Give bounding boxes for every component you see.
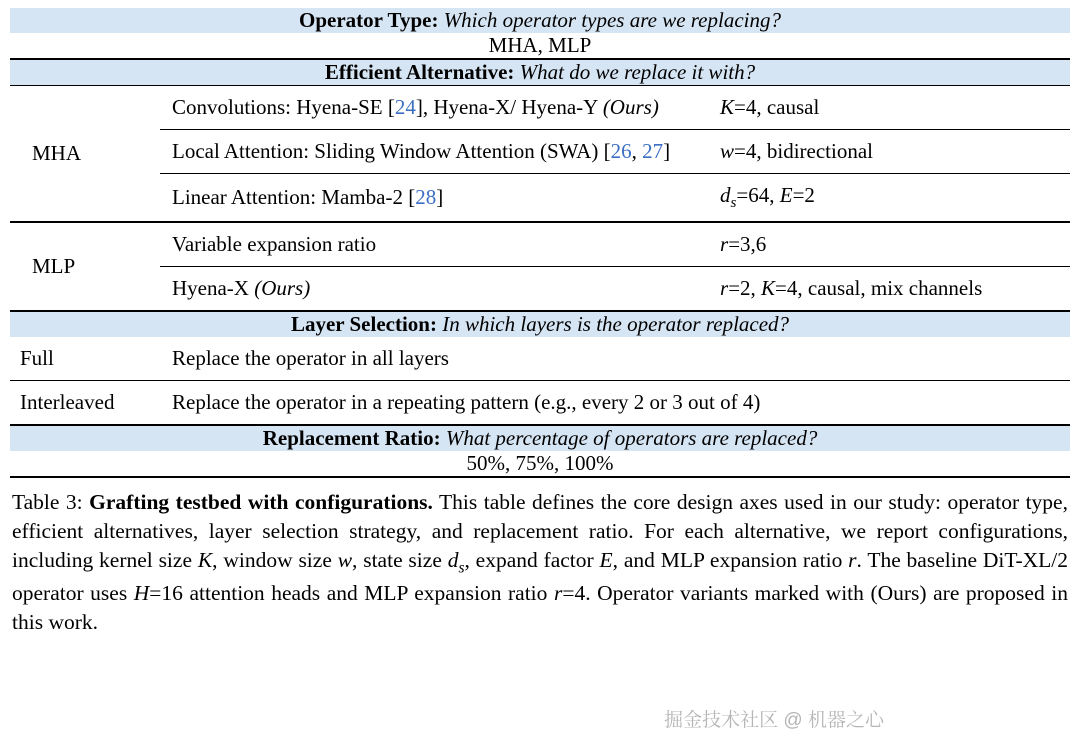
caption-body-3: , state size bbox=[352, 547, 448, 572]
alternative-config bbox=[720, 174, 1070, 223]
caption-body-1: This table defines the core design axes used in our study: operator type, efficient alternatives, layer selection strategy, and replacement ratio. For each alternative, we report configurations, including kernel size bbox=[12, 490, 1068, 572]
caption-var-h: H bbox=[133, 580, 150, 605]
config-value: =4, causal bbox=[734, 95, 820, 119]
alt-name-text: Local Attention: Sliding Window Attention (SWA) [ bbox=[172, 139, 611, 163]
caption-body-6: . The baseline DiT-XL/2 operator uses bbox=[12, 547, 1069, 605]
layer-strategy-name: Interleaved bbox=[10, 381, 160, 426]
replacement-ratio-value: 50%, 75%, 100% bbox=[10, 451, 1070, 477]
table-row bbox=[10, 267, 1070, 312]
table-row bbox=[10, 86, 1070, 130]
alternative-name bbox=[160, 222, 720, 267]
alternative-config bbox=[720, 267, 1070, 312]
group-label-mha: MHA bbox=[10, 86, 160, 223]
table-row bbox=[10, 337, 1070, 381]
config-variable-subscript: s bbox=[730, 195, 737, 212]
alternative-name bbox=[160, 86, 720, 130]
config-variable-2: K bbox=[761, 276, 776, 301]
caption-body-8: =4. Operator variants marked with (Ours) are proposed in this work. bbox=[12, 580, 1068, 634]
operator-type-value-row bbox=[10, 33, 1070, 59]
config-variable: r bbox=[720, 232, 729, 257]
section-header-layer-selection bbox=[10, 311, 1070, 337]
section-header-replacement-ratio bbox=[10, 425, 1070, 451]
alt-name-text-mid: , bbox=[631, 139, 643, 163]
citation-ref-2[interactable]: 27 bbox=[642, 139, 664, 163]
config-value: =64, bbox=[736, 183, 780, 207]
section-header-question: What do we replace it with? bbox=[519, 60, 756, 84]
alternative-name bbox=[160, 174, 720, 223]
section-header-question: What percentage of operators are replaced? bbox=[445, 426, 818, 451]
section-header-efficient-alternative bbox=[10, 59, 1070, 86]
caption-var-r: r bbox=[848, 547, 857, 572]
config-variable: K bbox=[720, 95, 735, 119]
alt-name-text: Linear Attention: Mamba-2 [ bbox=[172, 185, 416, 210]
alt-name-text: Hyena-X bbox=[172, 276, 255, 301]
alt-name-text-suffix: ] bbox=[663, 139, 671, 163]
replacement-ratio-value-row bbox=[10, 451, 1070, 477]
table-row bbox=[10, 130, 1070, 174]
caption-body-4: , expand factor bbox=[464, 547, 600, 572]
caption-var-ds-sub: s bbox=[458, 559, 465, 577]
section-header-operator-type bbox=[10, 8, 1070, 33]
caption-var-ds: d bbox=[447, 547, 459, 572]
section-header-question: Which operator types are we replacing? bbox=[443, 8, 781, 32]
ours-marker: (Ours) bbox=[254, 276, 311, 301]
alternative-config bbox=[720, 222, 1070, 267]
layer-strategy-desc: Replace the operator in all layers bbox=[172, 346, 449, 371]
layer-strategy-desc: Replace the operator in a repeating pattern (e.g., every 2 or 3 out of 4) bbox=[160, 381, 1070, 426]
caption-var-e: E bbox=[599, 547, 613, 572]
caption-body-2: , window size bbox=[212, 547, 338, 572]
group-label-mlp: MLP bbox=[10, 222, 160, 311]
section-header-label: Replacement Ratio: bbox=[262, 426, 441, 451]
section-header-question: In which layers is the operator replaced? bbox=[442, 312, 790, 337]
paper-figure-page bbox=[0, 8, 1080, 750]
watermark-text: 掘金技术社区 @ 机器之心 bbox=[664, 710, 884, 731]
layer-strategy-name: Full bbox=[20, 346, 54, 371]
section-header-label: Operator Type: bbox=[299, 8, 439, 32]
alt-name-text-suffix: ] bbox=[436, 185, 444, 210]
section-header-label: Layer Selection: bbox=[290, 312, 437, 337]
caption-title: Grafting testbed with configurations. bbox=[89, 490, 433, 515]
config-variable-2: E bbox=[779, 183, 793, 207]
alt-name-text-mid: ], Hyena-X/ Hyena-Y bbox=[415, 95, 603, 119]
caption-var-w: w bbox=[337, 547, 353, 572]
citation-ref[interactable]: 24 bbox=[394, 95, 416, 119]
config-value: =4, bidirectional bbox=[734, 139, 873, 163]
citation-ref[interactable]: 26 bbox=[610, 139, 632, 163]
config-variable: r bbox=[720, 276, 729, 301]
alt-name-text: Convolutions: Hyena-SE [ bbox=[172, 95, 395, 119]
table-caption bbox=[12, 488, 1068, 636]
caption-label: Table 3: bbox=[12, 490, 83, 515]
config-variable: w bbox=[720, 139, 735, 163]
grafting-testbed-table bbox=[10, 8, 1070, 478]
table-row bbox=[10, 174, 1070, 223]
caption-body-7: =16 attention heads and MLP expansion ratio bbox=[149, 580, 554, 605]
caption-var-r2: r bbox=[553, 580, 563, 605]
caption-body-5: , and MLP expansion ratio bbox=[612, 547, 849, 572]
table-row bbox=[10, 222, 1070, 267]
caption-var-k: K bbox=[197, 547, 213, 572]
config-value: =3,6 bbox=[728, 232, 767, 257]
alternative-name bbox=[160, 267, 720, 312]
config-value-2: =4, causal, mix channels bbox=[775, 276, 983, 301]
config-value: =2, bbox=[728, 276, 762, 301]
config-variable: d bbox=[720, 183, 731, 207]
section-header-label: Efficient Alternative: bbox=[324, 60, 515, 84]
alternative-config bbox=[720, 130, 1070, 174]
table-row bbox=[10, 381, 1070, 426]
citation-ref[interactable]: 28 bbox=[415, 185, 437, 210]
config-value-2: =2 bbox=[792, 183, 815, 207]
operator-type-value: MHA, MLP bbox=[488, 33, 592, 57]
ours-marker: (Ours) bbox=[602, 95, 659, 119]
alternative-name bbox=[160, 130, 720, 174]
alternative-config bbox=[720, 86, 1070, 130]
alt-name-text: Variable expansion ratio bbox=[172, 232, 377, 257]
